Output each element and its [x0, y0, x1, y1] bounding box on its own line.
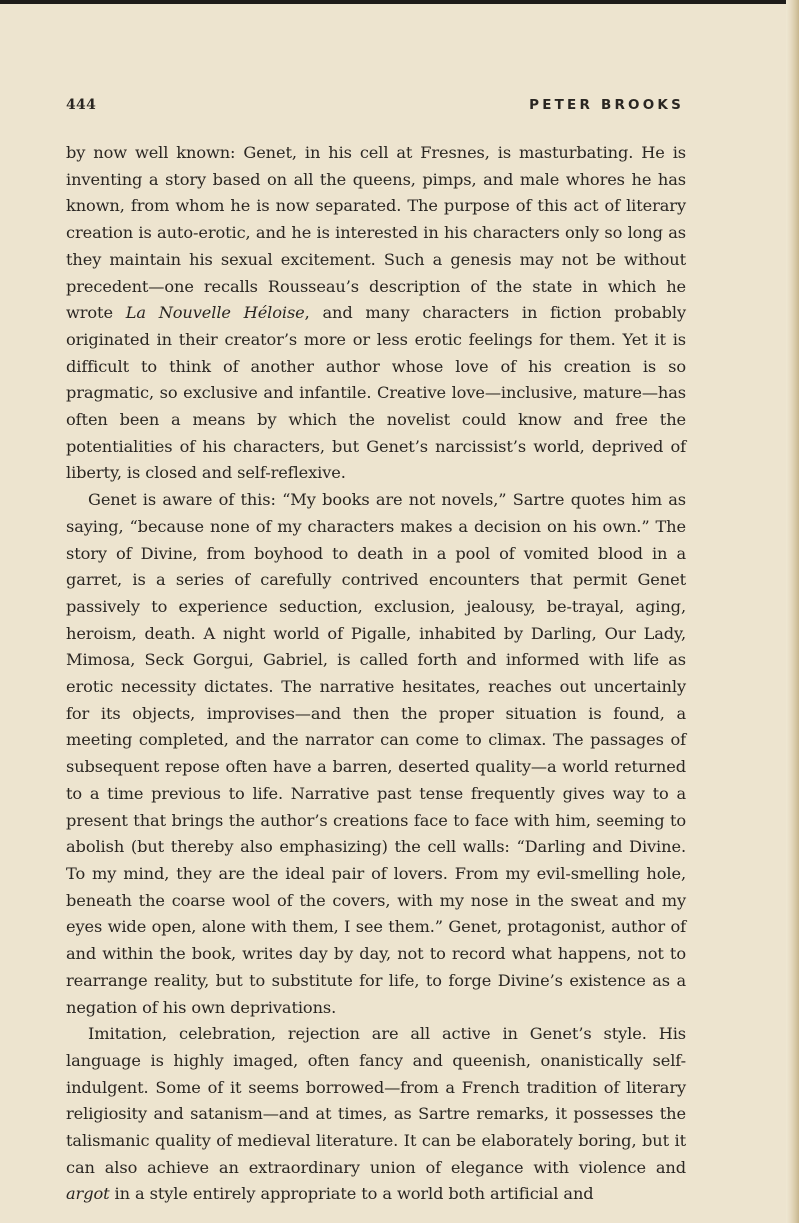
paragraph-2: Genet is aware of this: “My books are not novels,” Sartre quotes him as saying, “because none of my characters makes a decision on his own.” The story of Divine, from boyhood to death in a pool of vomited blood in a garret, is a series of carefully contrived encounters that permit Genet passively to experience seduction, exclusion, jealousy, be-trayal, aging, heroism, death. A night world of Pigalle, inhabited by Darling, Our Lady, Mimosa, Seck Gorgui, Gabriel, is called forth and informed with life as erotic necessity dictates. The narrative hesitates, reaches out uncertainly for its objects, improvises—and then the proper situation is found, a meeting completed, and the narrator can come to climax. The passages of subsequent repose often have a barren, deserted quality—a world returned to a time previous to life. Narrative past tense frequently gives way to a present that brings the author’s creations face to face with him, seeming to abolish (but thereby also emphasizing) the cell walls: “Darling and Divine. To my mind, they are the ideal pair of lovers. From my evil-smelling hole, beneath the coarse wool of the covers, with my nose in the sweat and my eyes wide open, alone with them, I see them.” Genet, protagonist, author of and within the book, writes day by day, not to record what happens, not to rearrange reality, but to substitute for life, to forge Divine’s existence as a negation of his own deprivations. [66, 490, 686, 1017]
page-number: 444 [66, 97, 97, 113]
running-head-author: PETER BROOKS [529, 97, 684, 113]
paragraph-3 [66, 1021, 686, 1208]
paragraph-3-text-a: Imitation, celebration, rejection are all active in Genet’s style. His language is highly imaged, often fancy and queenish, onanistically self-indulgent. Some of it seems borrowed—from a French tradition of literary religiosity and satanism—and at times, as Sartre remarks, it possesses the talismanic quality of medieval literature. It can be elaborately boring, but it can also achieve an extraordinary union of elegance with violence and [66, 1024, 686, 1177]
body-text [66, 140, 686, 1208]
page-binding-edge [786, 0, 799, 1223]
paragraph-1-text-a: by now well known: Genet, in his cell at Fresnes, is masturbating. He is inventing a story based on all the queens, pimps, and male whores he has known, from whom he is now separated. The purpose of this act of literary creation is auto-erotic, and he is interested in his characters only so long as they maintain his sexual excitement. Such a genesis may not be without precedent—one recalls Rousseau’s description of the state in which he wrote [66, 143, 686, 323]
paragraph-3-text-b: in a style entirely appropriate to a world both artificial and [109, 1184, 594, 1204]
paragraph-1-text-b: , and many characters in fiction probably originated in their creator’s more or less erotic feelings for them. Yet it is difficult to think of another author whose love of his creation is so pragmatic, so exclusive and infantile. Creative love—inclusive, mature—has often been a means by which the novelist could know and free the potentialities of his characters, but Genet’s narcissist’s world, deprived of liberty, is closed and self-reflexive. [66, 303, 686, 483]
page-top-edge [0, 0, 799, 4]
paragraph-1 [66, 140, 686, 487]
running-header [66, 97, 684, 119]
argot-italic: argot [66, 1184, 110, 1204]
book-title-italic: La Nouvelle Héloise [125, 303, 305, 323]
